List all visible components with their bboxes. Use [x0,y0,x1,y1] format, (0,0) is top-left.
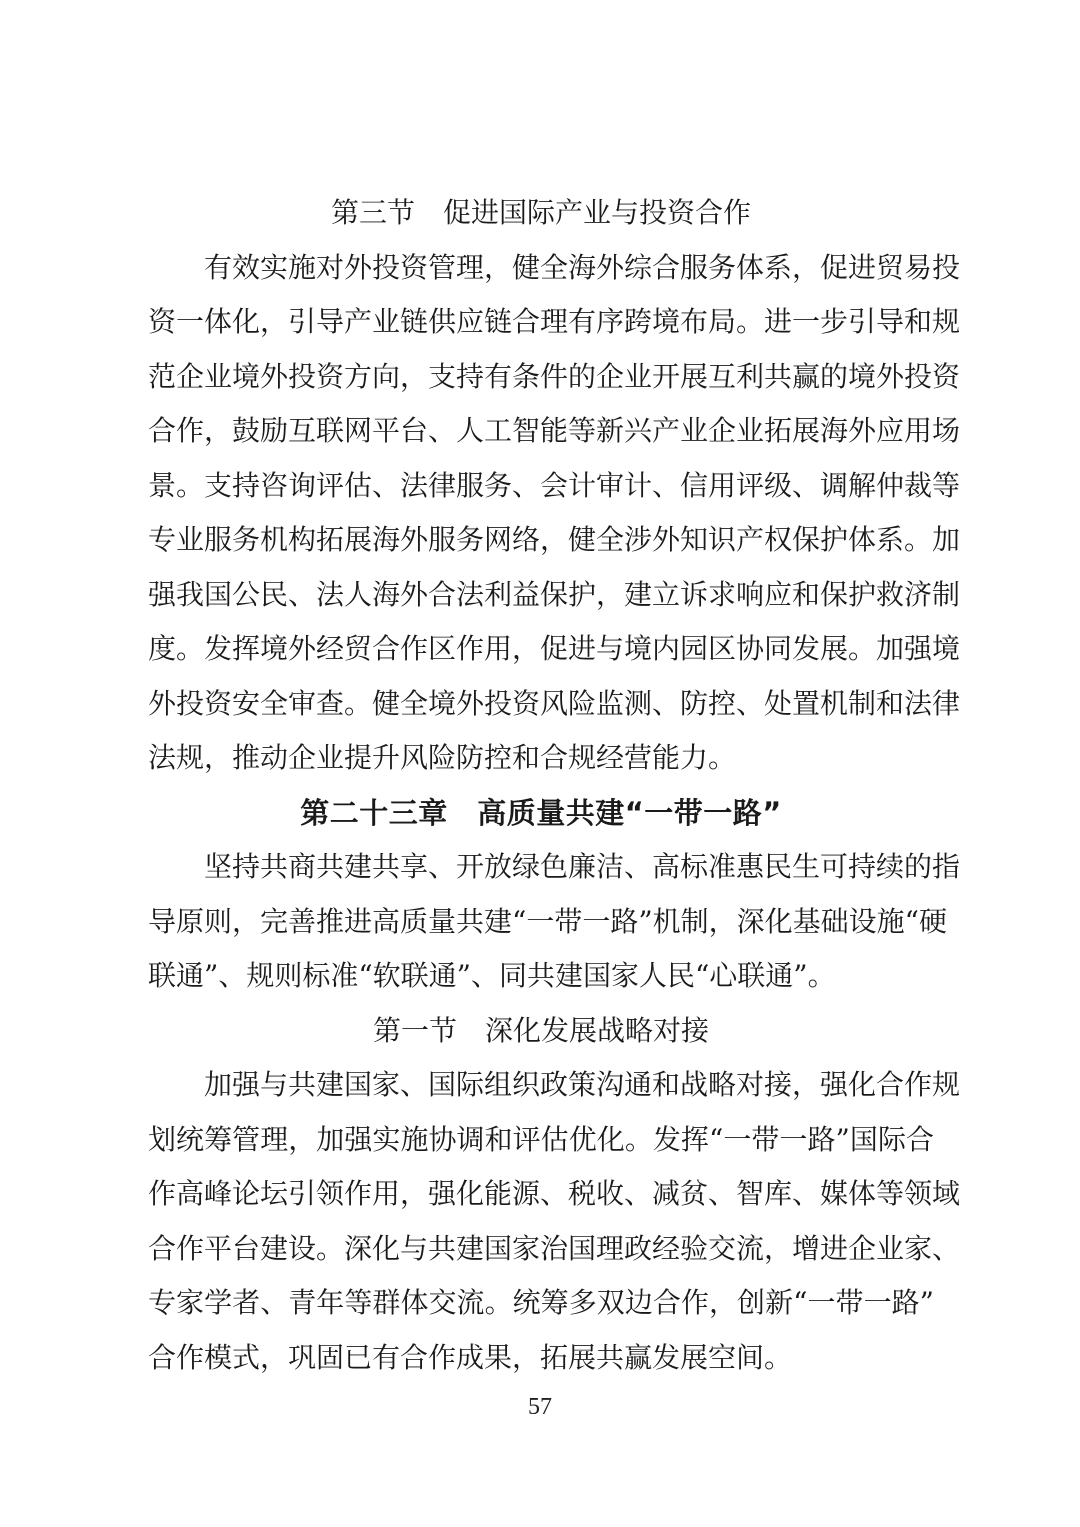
paragraph-line: 专业服务机构拓展海外服务网络，健全涉外知识产权保护体系。加 [148,523,961,556]
paragraph-line-last: 联通”、规则标准“软联通”、同共建国家人民“心联通”。 [148,959,836,992]
paragraph-line: 外投资安全审查。健全境外投资风险监测、防控、处置机制和法律 [148,686,961,720]
paragraph-line-last: 合作模式，巩固已有合作成果，拓展共赢发展空间。 [148,1340,793,1374]
paragraph-line: 资一体化，引导产业链供应链合理有序跨境布局。进一步引导和规 [148,305,961,338]
paragraph-line: 导原则，完善推进高质量共建“一带一路”机制，深化基础设施“硬 [148,904,947,938]
paragraph-line: 坚持共商共建共享、开放绿色廉洁、高标准惠民生可持续的指 [204,850,961,883]
paragraph-line: 划统筹管理，加强实施协调和评估优化。发挥“一带一路”国际合 [148,1122,934,1156]
paragraph-line: 景。支持咨询评估、法律服务、会计审计、信用评级、调解仲裁等 [148,468,961,502]
paragraph-line: 范企业境外投资方向，支持有条件的企业开展互利共赢的境外投资 [148,359,961,393]
paragraph-line: 度。发挥境外经贸合作区作用，促进与境内园区协同发展。加强境 [148,632,961,665]
paragraph-line-last: 法规，推动企业提升风险防控和合规经营能力。 [148,741,737,774]
chapter-heading-23: 第二十三章 高质量共建“一带一路” [300,795,782,830]
paragraph-line: 加强与共建国家、国际组织政策沟通和战略对接，强化合作规 [204,1068,961,1101]
page-number: 57 [528,1394,552,1420]
paragraph-line: 强我国公民、法人海外合法利益保护，建立诉求响应和保护救济制 [148,577,961,611]
section-heading-1: 第一节 深化发展战略对接 [372,1013,709,1047]
page-body [148,186,961,1385]
paragraph-line: 合作，鼓励互联网平台、人工智能等新兴产业企业拓展海外应用场 [148,414,961,447]
paragraph-line: 专家学者、青年等群体交流。统筹多双边合作，创新“一带一路” [148,1286,934,1319]
section-heading-3: 第三节 促进国际产业与投资合作 [330,196,751,229]
paragraph-line: 合作平台建设。深化与共建国家治国理政经验交流，增进企业家、 [148,1231,961,1265]
paragraph-line: 有效实施对外投资管理，健全海外综合服务体系，促进贸易投 [204,250,961,284]
paragraph-line: 作高峰论坛引领作用，强化能源、税收、减贫、智库、媒体等领域 [148,1177,961,1210]
